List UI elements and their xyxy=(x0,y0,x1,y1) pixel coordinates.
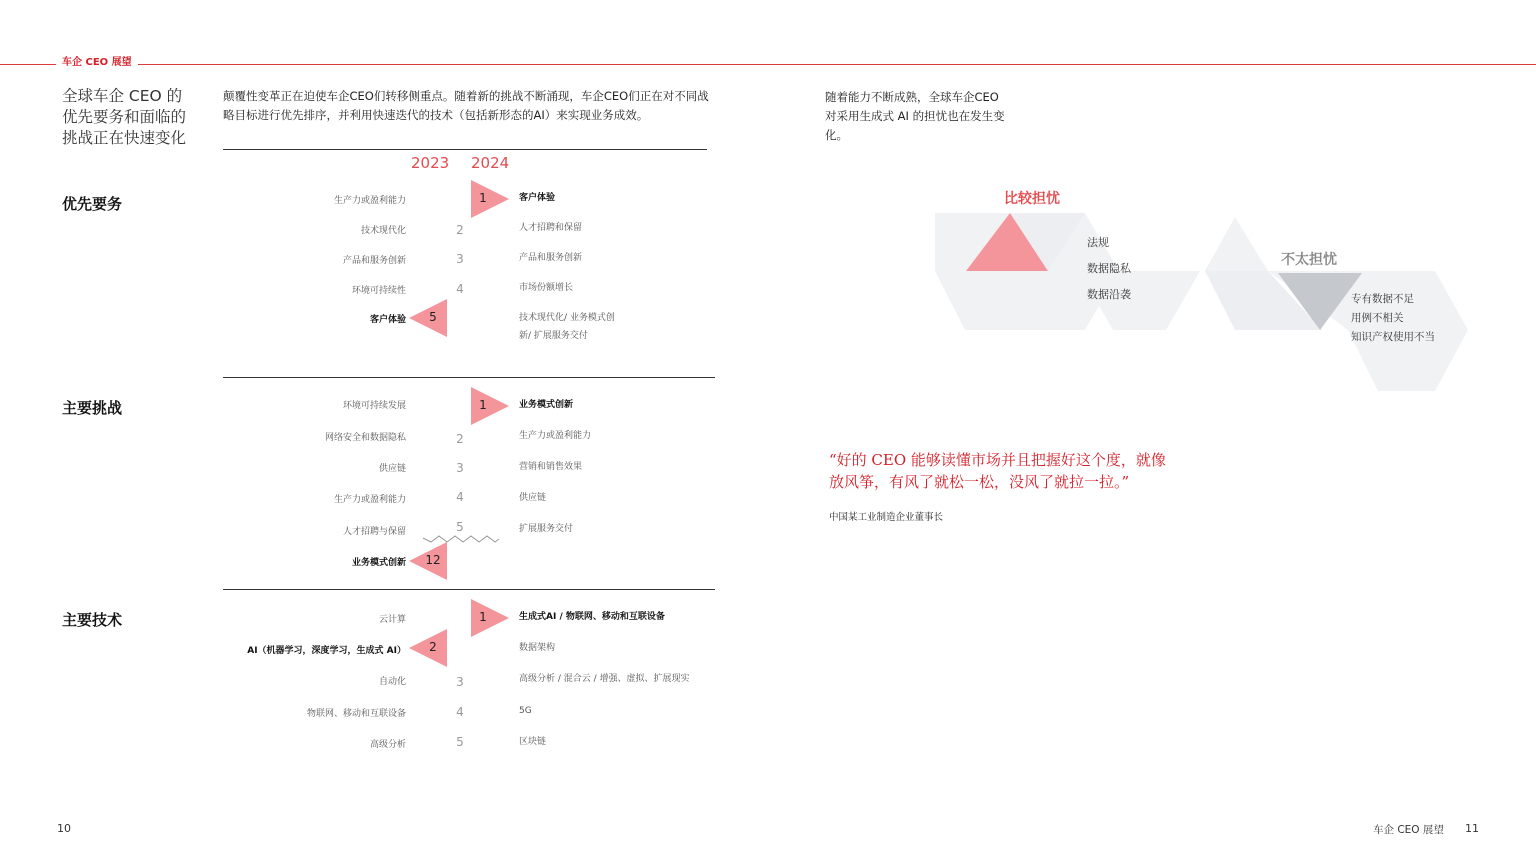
year-2024: 2024 xyxy=(471,154,510,172)
challenge-2024-item: 扩展服务交付 xyxy=(519,524,574,534)
less-concern-item: 专有数据不足 xyxy=(1351,293,1414,305)
challenge-2023-item: 供应链 xyxy=(378,464,406,474)
more-concern-title: 比较担忧 xyxy=(1004,191,1060,207)
footer-section: 车企 CEO 展望 xyxy=(1373,824,1444,836)
divider xyxy=(223,377,715,378)
rank-number: 12 xyxy=(425,553,441,567)
challenge-2024-item: 业务模式创新 xyxy=(519,400,574,410)
rank-number: 3 xyxy=(456,252,464,266)
divider xyxy=(223,149,707,150)
more-concern-item: 数据沿袭 xyxy=(1087,288,1131,301)
tech-2024-item: 5G xyxy=(519,706,532,716)
page-number-left: 10 xyxy=(57,822,71,835)
challenge-2024-item: 营销和销售效果 xyxy=(519,462,583,472)
challenge-2023-item: 网络安全和数据隐私 xyxy=(324,433,406,443)
rank-number: 4 xyxy=(456,282,464,296)
rank-number: 1 xyxy=(479,398,487,412)
header-rule xyxy=(0,64,1536,65)
priority-2024-item: 技术现代化/ 业务模式创新/ 扩展服务交付 xyxy=(519,313,615,341)
priority-2023-item: 生产力或盈利能力 xyxy=(333,196,406,206)
rank-number: 1 xyxy=(479,610,487,624)
concerns-intro: 随着能力不断成熟，全球车企CEO 对采用生成式 AI 的担忧也在发生变化。 xyxy=(825,90,1005,142)
challenge-2024-item: 供应链 xyxy=(519,493,547,503)
rank-number: 3 xyxy=(456,461,464,475)
intro-paragraph: 颠覆性变革正在迫使车企CEO们转移侧重点。随着新的挑战不断涌现，车企CEO们正在对不同战略目标进行优先排序，并利用快速迭代的技术（包括新形态的AI）来实现业务成效。 xyxy=(223,89,709,122)
tech-2023-item: 物联网、移动和互联设备 xyxy=(306,709,406,719)
rank-number: 1 xyxy=(479,191,487,205)
challenge-2023-item: 环境可持续发展 xyxy=(342,401,406,411)
tech-2024-item: 区块链 xyxy=(519,737,547,747)
challenge-2024-item: 生产力或盈利能力 xyxy=(519,431,592,441)
tech-heading: 主要技术 xyxy=(62,611,123,629)
priority-2023-item: 技术现代化 xyxy=(360,226,406,236)
priority-2023-item: 产品和服务创新 xyxy=(342,256,406,266)
rank-number: 3 xyxy=(456,675,464,689)
tech-2024-item: 高级分析 / 混合云 / 增强、虚拟、扩展现实 xyxy=(519,674,690,684)
ceo-quote: “好的 CEO 能够读懂市场并且把握好这个度，就像放风筝，有风了就松一松，没风了就拉一拉。” xyxy=(829,451,1166,491)
tech-2023-item: AI（机器学习，深度学习，生成式 AI） xyxy=(247,646,406,656)
rank-number: 2 xyxy=(456,432,464,446)
rank-number: 5 xyxy=(456,735,464,749)
less-concern-item: 用例不相关 xyxy=(1351,312,1404,324)
challenges-heading: 主要挑战 xyxy=(62,399,123,417)
divider xyxy=(223,589,715,590)
section-tag: 车企 CEO 展望 xyxy=(56,56,138,70)
less-concern-item: 知识产权使用不当 xyxy=(1351,331,1435,343)
tech-2023-item: 高级分析 xyxy=(369,740,406,750)
priorities-heading: 优先要务 xyxy=(62,195,123,213)
challenge-2023-item: 人才招聘与保留 xyxy=(342,527,406,537)
rank-number: 5 xyxy=(429,310,437,324)
tech-2023-item: 云计算 xyxy=(378,615,406,625)
rank-number: 5 xyxy=(456,520,464,534)
rank-number: 4 xyxy=(456,705,464,719)
challenge-2023-item: 业务模式创新 xyxy=(351,558,406,568)
priority-2024-item: 产品和服务创新 xyxy=(519,253,583,263)
priority-2023-item: 客户体验 xyxy=(369,315,406,325)
less-concern-title: 不太担忧 xyxy=(1281,252,1337,268)
year-2023: 2023 xyxy=(411,154,450,172)
priority-2024-item: 市场份额增长 xyxy=(519,283,574,293)
page-number-right: 11 xyxy=(1465,822,1479,835)
priority-2024-item: 客户体验 xyxy=(519,193,556,203)
rank-number: 2 xyxy=(456,223,464,237)
quote-attribution: 中国某工业制造企业董事长 xyxy=(829,512,944,523)
priority-2023-item: 环境可持续性 xyxy=(351,286,406,296)
challenge-2023-item: 生产力或盈利能力 xyxy=(333,495,406,505)
tech-2023-item: 自动化 xyxy=(378,677,406,687)
more-concern-item: 数据隐私 xyxy=(1087,262,1131,275)
more-concern-item: 法规 xyxy=(1087,236,1109,249)
tech-2024-item: 生成式AI / 物联网、移动和互联设备 xyxy=(519,612,665,622)
tech-2024-item: 数据架构 xyxy=(519,643,556,653)
page-title: 全球车企 CEO 的优先要务和面临的挑战正在快速变化 xyxy=(62,87,187,147)
rank-number: 2 xyxy=(429,640,437,654)
priority-2024-item: 人才招聘和保留 xyxy=(519,223,583,233)
rank-number: 4 xyxy=(456,490,464,504)
